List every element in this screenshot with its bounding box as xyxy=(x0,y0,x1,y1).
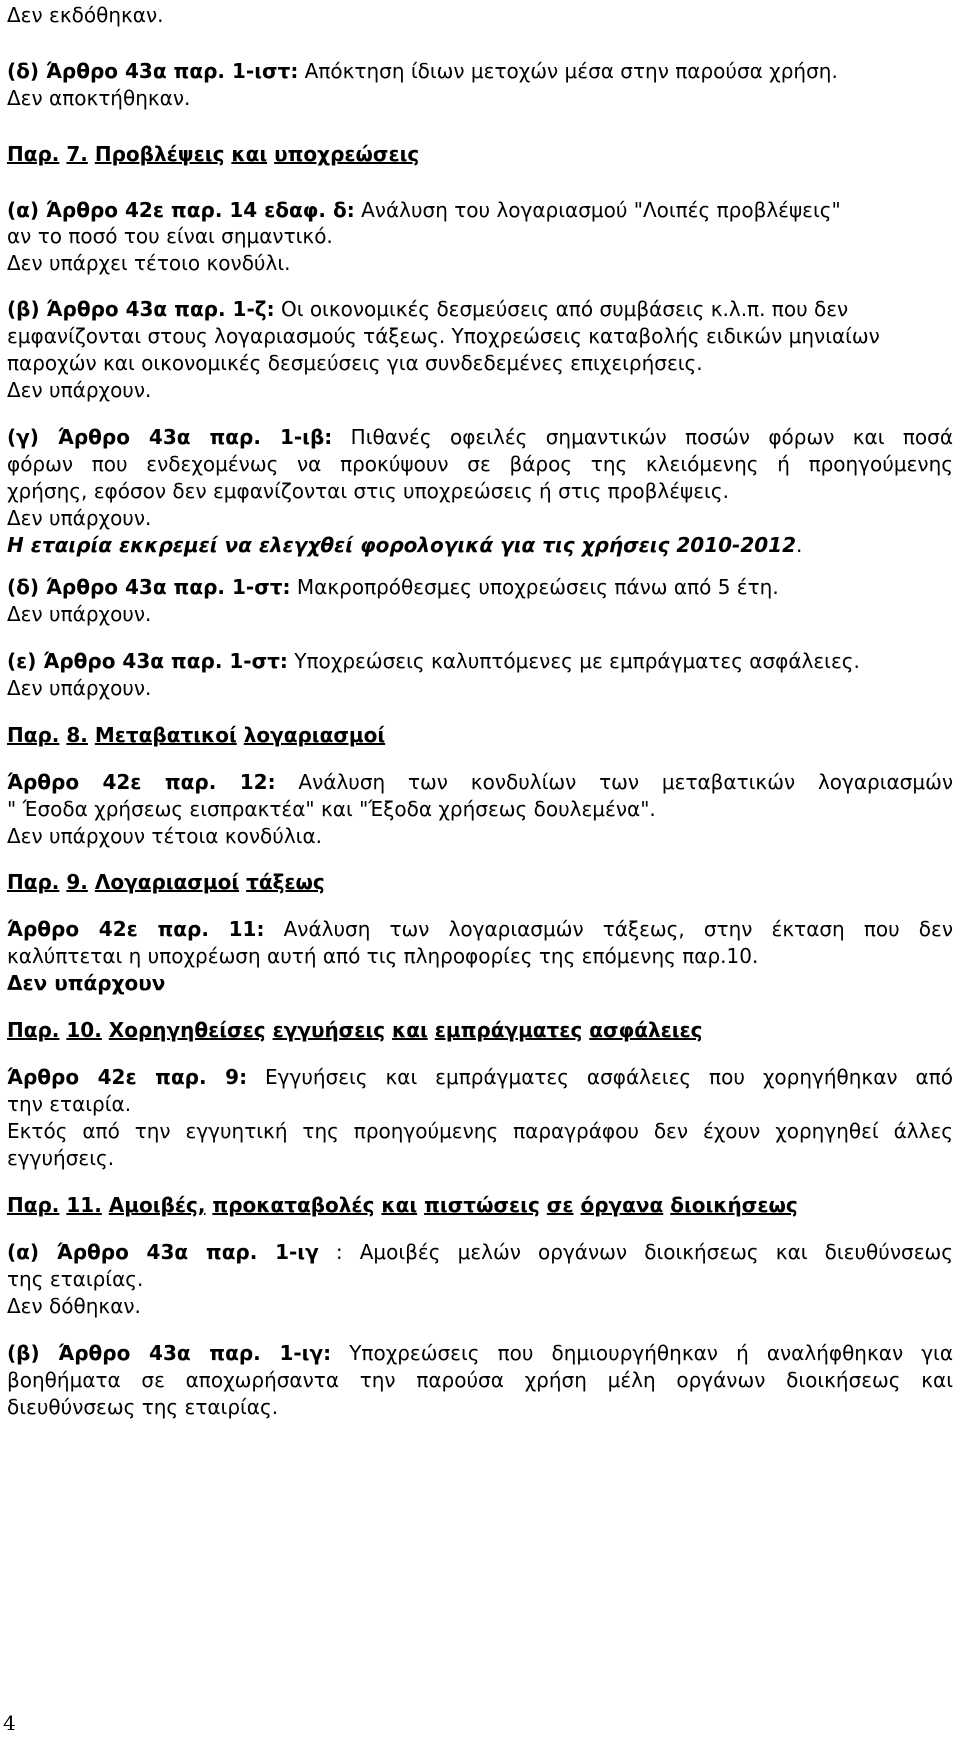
text-line: εμφανίζονται στους λογαριασμούς τάξεως. Υποχρεώσεις καταβολής ειδικών μηνιαίων xyxy=(7,324,880,348)
paragraph-title: Παρ. 11. Αμοιβές, προκαταβολές και πιστώσεις σε όργανα διοικήσεως xyxy=(7,1193,798,1217)
section-heading-line: Άρθρο 42ε παρ. 11: Ανάλυση των λογαριασμών τάξεως, στην έκταση που δεν xyxy=(7,917,954,941)
text-line: Δεν υπάρχουν τέτοια κονδύλια. xyxy=(7,824,322,848)
paragraph-title: Παρ. 7. Προβλέψεις και υποχρεώσεις xyxy=(7,142,420,166)
paragraph-title: Παρ. 9. Λογαριασμοί τάξεως xyxy=(7,870,325,894)
paragraph-title: Παρ. 8. Μεταβατικοί λογαριασμοί xyxy=(7,723,386,747)
text-line: φόρων που ενδεχομένως να προκύψουν σε βάρος της κλειόμενης ή προηγούμενης xyxy=(7,452,953,476)
tax-audit-note: Η εταιρία εκκρεμεί να ελεγχθεί φορολογικά για τις χρήσεις 2010-2012. xyxy=(7,533,803,557)
section-heading-line: (γ) Άρθρο 43α παρ. 1-ιβ: Πιθανές οφειλές σημαντικών ποσών φόρων και ποσά xyxy=(7,425,954,449)
text-line: Δεν δόθηκαν. xyxy=(7,1294,141,1318)
text-line: καλύπτεται η υποχρέωση αυτή από τις πληροφορίες της επόμενης παρ.10. xyxy=(7,944,759,968)
paragraph-title: Παρ. 10. Χορηγηθείσες εγγυήσεις και εμπράγματες ασφάλειες xyxy=(7,1018,703,1042)
text-line: Δεν υπάρχουν xyxy=(7,971,166,995)
text-line: Δεν υπάρχουν. xyxy=(7,676,152,700)
section-heading-line: Άρθρο 42ε παρ. 12: Ανάλυση των κονδυλίων των μεταβατικών λογαριασμών xyxy=(7,770,954,794)
text-line: διευθύνσεως της εταιρίας. xyxy=(7,1395,279,1419)
text-line: την εταιρία. xyxy=(7,1092,132,1116)
text-line: Δεν υπάρχουν. xyxy=(7,602,152,626)
text-line: " Έσοδα χρήσεως εισπρακτέα" και "Έξοδα χρήσεως δουλεμένα". xyxy=(7,797,656,821)
text-line: χρήσης, εφόσον δεν εμφανίζονται στις υποχρεώσεις ή στις προβλέψεις. xyxy=(7,479,729,503)
text-line: εγγυήσεις. xyxy=(7,1146,115,1170)
page-number: 4 xyxy=(3,1711,16,1735)
section-heading-line: (β) Άρθρο 43α παρ. 1-ζ: Οι οικονομικές δεσμεύσεις από συμβάσεις κ.λ.π. που δεν xyxy=(7,297,849,321)
section-heading-line: (α) Άρθρο 43α παρ. 1-ιγ : Αμοιβές μελών οργάνων διοικήσεως και διευθύνσεως xyxy=(7,1240,953,1264)
text-line: Δεν αποκτήθηκαν. xyxy=(7,86,191,110)
section-heading-line: Άρθρο 42ε παρ. 9: Εγγυήσεις και εμπράγματες ασφάλειες που χορηγήθηκαν από xyxy=(7,1065,953,1089)
text-line: βοηθήματα σε αποχωρήσαντα την παρούσα χρήση μέλη οργάνων διοικήσεως και xyxy=(7,1368,953,1392)
text-line: της εταιρίας. xyxy=(7,1267,144,1291)
text-line: Εκτός από την εγγυητική της προηγούμενης παραγράφου δεν έχουν χορηγηθεί άλλες xyxy=(7,1119,953,1143)
text-line: Δεν υπάρχουν. xyxy=(7,378,152,402)
text-line: Δεν εκδόθηκαν. xyxy=(7,3,164,27)
text-line: Δεν υπάρχει τέτοιο κονδύλι. xyxy=(7,251,291,275)
section-heading-line: (ε) Άρθρο 43α παρ. 1-στ: Υποχρεώσεις καλυπτόμενες με εμπράγματες ασφάλειες. xyxy=(7,649,860,673)
text-line: παροχών και οικονομικές δεσμεύσεις για συνδεδεμένες επιχειρήσεις. xyxy=(7,351,703,375)
section-heading-line: (δ) Άρθρο 43α παρ. 1-ιστ: Απόκτηση ίδιων μετοχών μέσα στην παρούσα χρήση. xyxy=(7,59,838,83)
text-line: αν το ποσό του είναι σημαντικό. xyxy=(7,224,333,248)
text-line: Δεν υπάρχουν. xyxy=(7,506,152,530)
section-heading-line: (δ) Άρθρο 43α παρ. 1-στ: Μακροπρόθεσμες υποχρεώσεις πάνω από 5 έτη. xyxy=(7,575,779,599)
section-heading-line: (β) Άρθρο 43α παρ. 1-ιγ: Υποχρεώσεις που δημιουργήθηκαν ή αναλήφθηκαν για xyxy=(7,1341,954,1365)
section-heading-line: (α) Άρθρο 42ε παρ. 14 εδαφ. δ: Ανάλυση του λογαριασμού "Λοιπές προβλέψεις" xyxy=(7,198,841,222)
